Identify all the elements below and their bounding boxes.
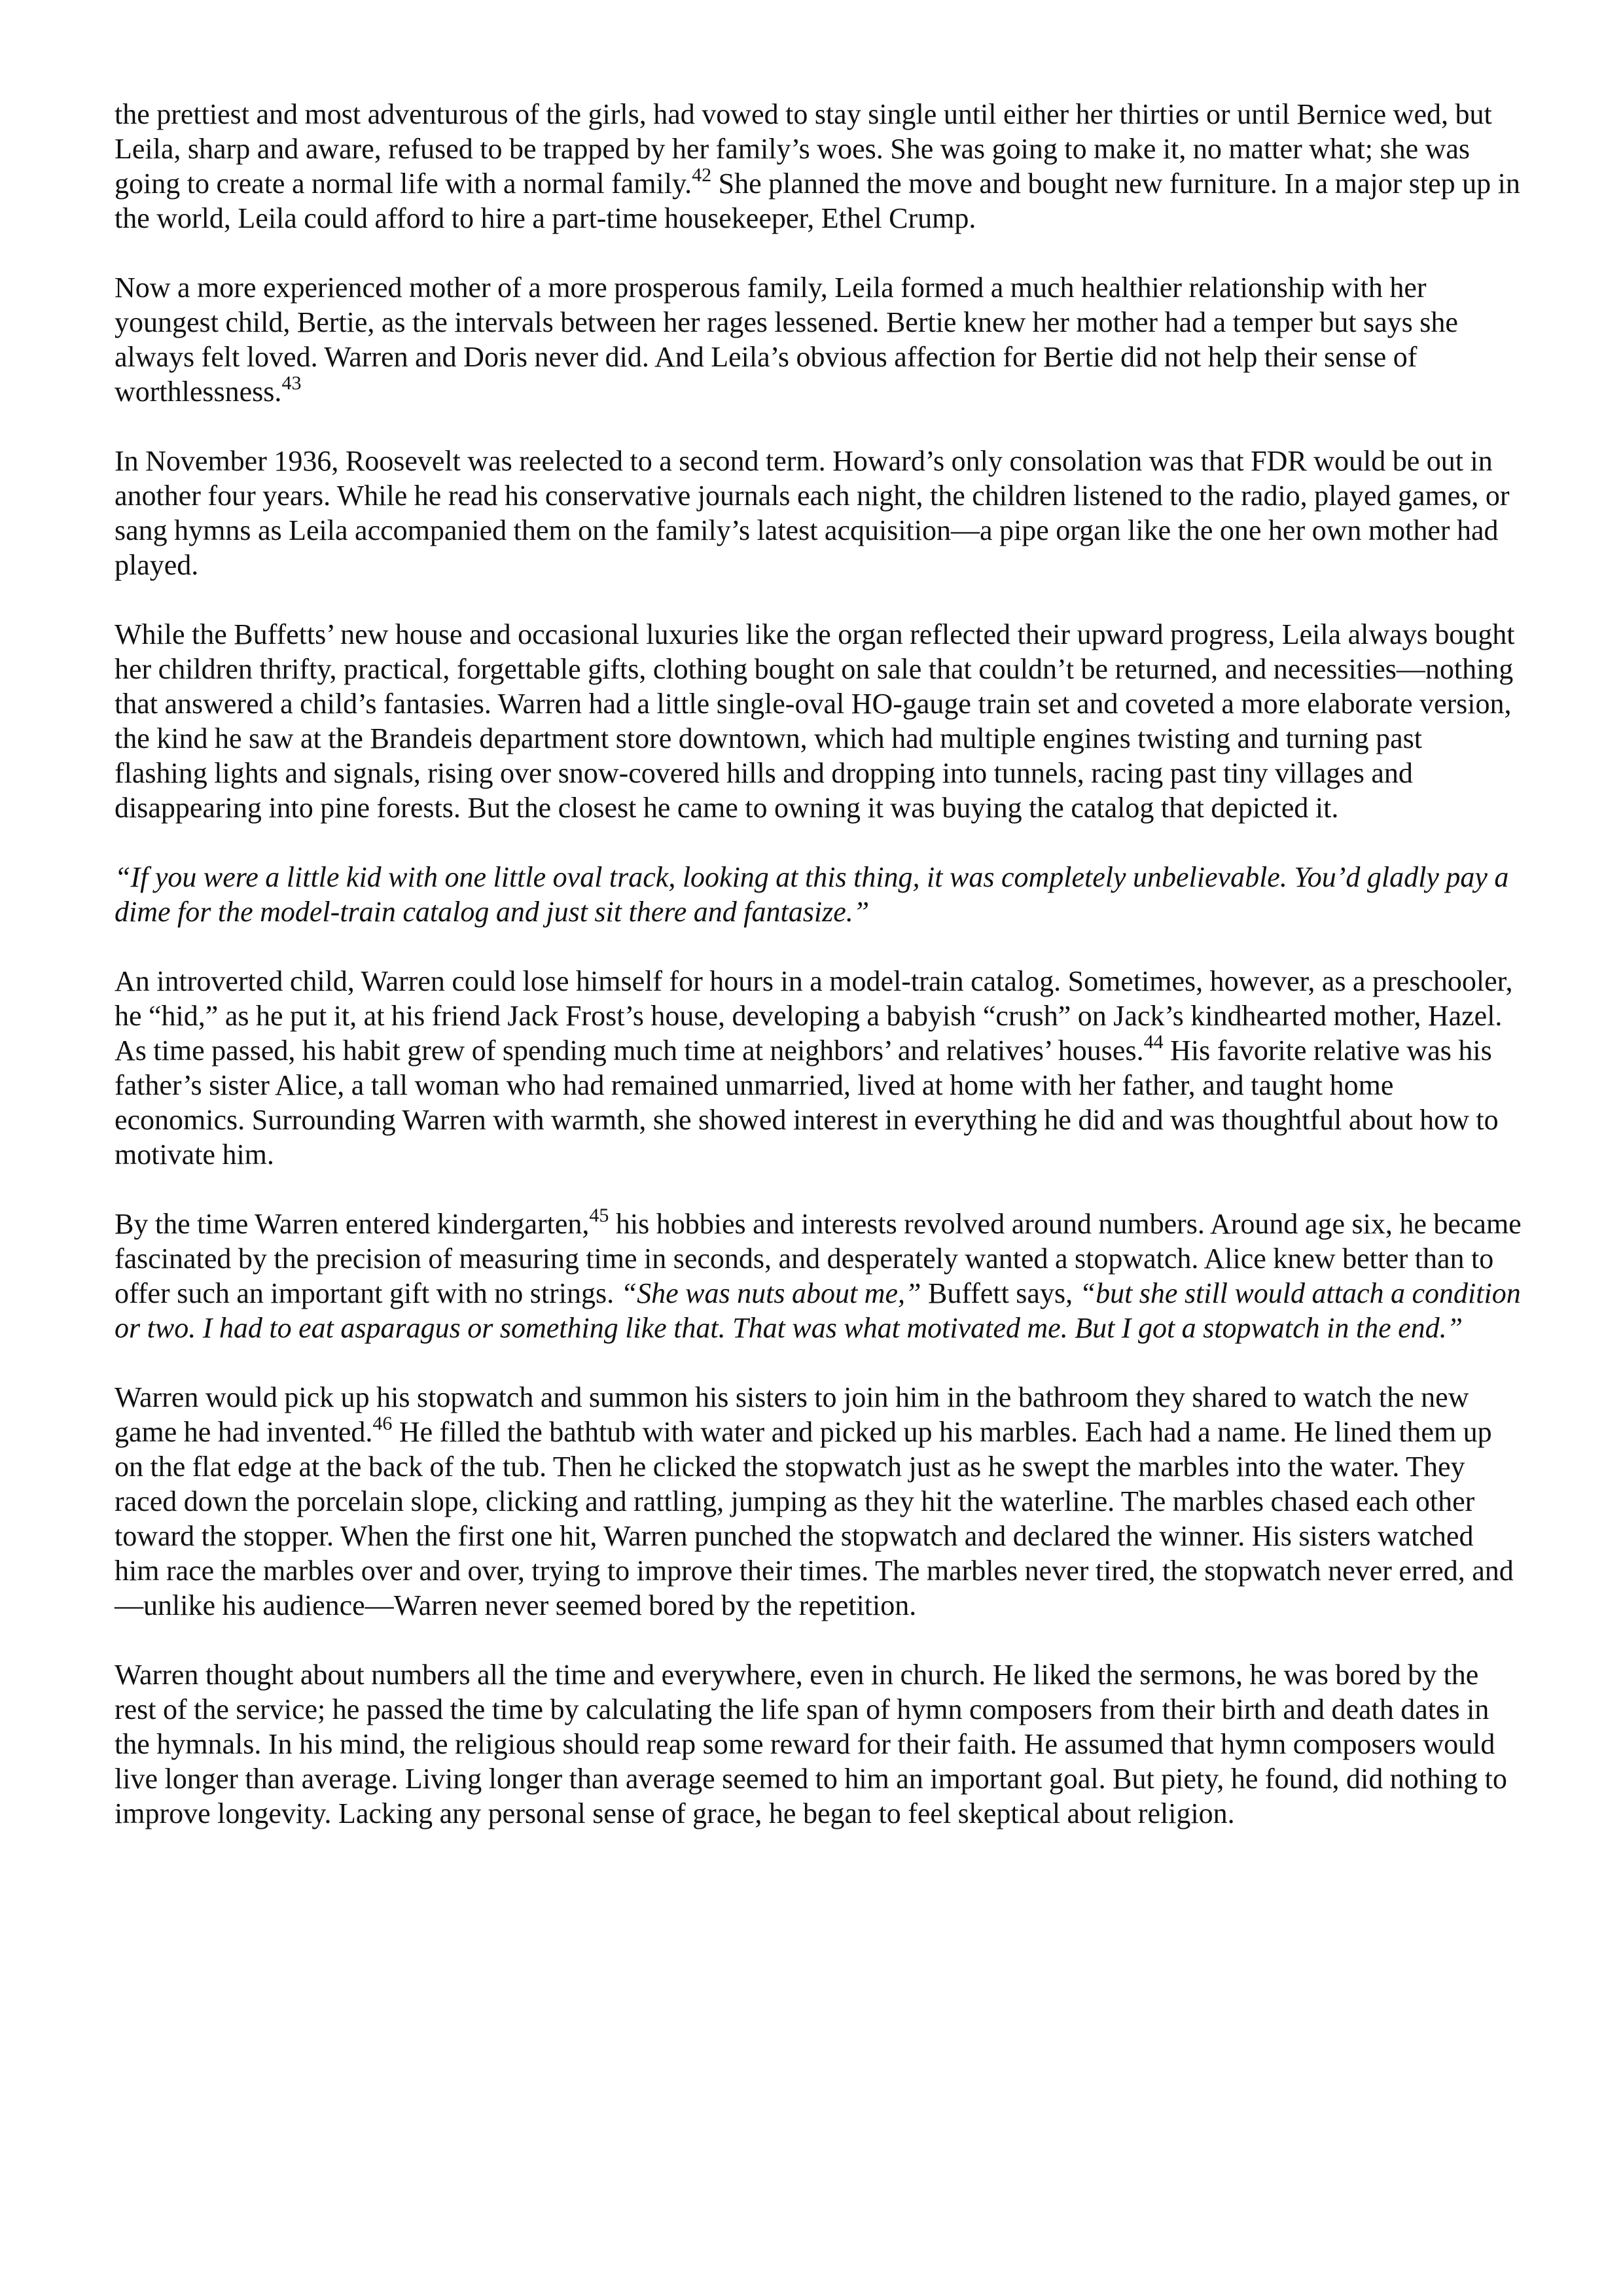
block-quote — [115, 860, 1522, 929]
quote-text: “If you were a little kid with one little oval track, looking at this thing, it was completely unbelievable. You’d gladly pay a dime for the model-train catalog and just sit there and fantasize.” — [115, 861, 1509, 928]
paragraph-text: his hobbies and interests revolved around numbers. Around age six, he became fascinated by the precision of measuring time in seconds, and desperately wanted a stopwatch. Alice knew better than to offer such an important gift with no strings. — [115, 1208, 1522, 1309]
paragraph-1 — [115, 97, 1522, 236]
paragraph-text: An introverted child, Warren could lose himself for hours in a model-train catalog. Sometimes, however, as a preschooler, he “hid,” as he put it, at his friend Jack Frost’s house, developing a babyish “crush” on Jack’s kindhearted mother, Hazel. As time passed, his habit grew of spending much time at neighbors’ and relatives’ houses. — [115, 965, 1513, 1067]
paragraph-text: Warren thought about numbers all the time and everywhere, even in church. He liked the sermons, he was bored by the rest of the service; he passed the time by calculating the life span of hymn composers from their birth and death dates in the hymnals. In his mind, the religious should reap some reward for their faith. He assumed that hymn composers would live longer than average. Living longer than average seemed to him an important goal. But piety, he found, did nothing to improve longevity. Lacking any personal sense of grace, he began to feel skeptical about religion. — [115, 1659, 1507, 1829]
paragraph-text: Buffett says, — [921, 1277, 1080, 1309]
paragraph-text: Now a more experienced mother of a more prosperous family, Leila formed a much healthier relationship with her youngest child, Bertie, as the intervals between her rages lessened. Bertie knew her mother had a temper but says she always felt loved. Warren and Doris never did. And Leila’s obvious affection for Bertie did not help their sense of worthlessness. — [115, 272, 1458, 408]
footnote-marker: 44 — [1143, 1031, 1164, 1053]
paragraph-text: In November 1936, Roosevelt was reelected to a second term. Howard’s only consolation was that FDR would be out in another four years. While he read his conservative journals each night, the children listened to the radio, played games, or sang hymns as Leila accompanied them on the family’s latest acquisition—a pipe organ like the one her own mother had played. — [115, 445, 1510, 581]
paragraph-7 — [115, 1207, 1522, 1345]
paragraph-4 — [115, 617, 1522, 825]
inline-quote: “She was nuts about me,” — [620, 1277, 921, 1309]
paragraph-3 — [115, 444, 1522, 582]
document-page — [115, 97, 1522, 1865]
paragraph-text: By the time Warren entered kindergarten, — [115, 1208, 590, 1240]
paragraph-text: His favorite relative was his father’s sister Alice, a tall woman who had remained unmarried, lived at home with her father, and taught home economics. Surrounding Warren with warmth, she showed interest in everything he did and was thoughtful about how to motivate him. — [115, 1034, 1499, 1171]
footnote-marker: 42 — [692, 164, 712, 186]
paragraph-6 — [115, 964, 1522, 1172]
paragraph-text: She planned the move and bought new furniture. In a major step up in the world, Leila could afford to hire a part-time housekeeper, Ethel Crump. — [115, 168, 1520, 234]
paragraph-9 — [115, 1657, 1522, 1831]
footnote-marker: 46 — [372, 1413, 393, 1435]
paragraph-2 — [115, 270, 1522, 409]
paragraph-text: Warren would pick up his stopwatch and summon his sisters to join him in the bathroom they shared to watch the new game he had invented. — [115, 1381, 1469, 1448]
inline-quote: “but she still would attach a condition or two. I had to eat asparagus or something like that. That was what motivated me. But I got a stopwatch in the end.” — [115, 1277, 1521, 1344]
footnote-marker: 45 — [589, 1205, 609, 1227]
footnote-marker: 43 — [281, 372, 302, 395]
paragraph-8 — [115, 1380, 1522, 1623]
paragraph-text: the prettiest and most adventurous of the girls, had vowed to stay single until either her thirties or until Bernice wed, but Leila, sharp and aware, refused to be trapped by her family’s woes. She was going to make it, no matter what; she was going to create a normal life with a normal family. — [115, 98, 1492, 200]
paragraph-text: While the Buffetts’ new house and occasional luxuries like the organ reflected their upward progress, Leila always bought her children thrifty, practical, forgettable gifts, clothing bought on sale that couldn’t be returned, and necessities—nothing that answered a child’s fantasies. Warren had a little single-oval HO-gauge train set and coveted a more elaborate version, the kind he saw at the Brandeis department store downtown, which had multiple engines twisting and turning past flashing lights and signals, rising over snow-covered hills and dropping into tunnels, racing past tiny villages and disappearing into pine forests. But the closest he came to owning it was buying the catalog that depicted it. — [115, 618, 1515, 824]
paragraph-text: He filled the bathtub with water and picked up his marbles. Each had a name. He lined them up on the flat edge at the back of the tub. Then he clicked the stopwatch just as he swept the marbles into the water. They raced down the porcelain slope, clicking and rattling, jumping as they hit the waterline. The marbles chased each other toward the stopper. When the first one hit, Warren punched the stopwatch and declared the winner. His sisters watched him race the marbles over and over, trying to improve their times. The marbles never tired, the stopwatch never erred, and—unlike his audience—Warren never seemed bored by the repetition. — [115, 1416, 1514, 1621]
